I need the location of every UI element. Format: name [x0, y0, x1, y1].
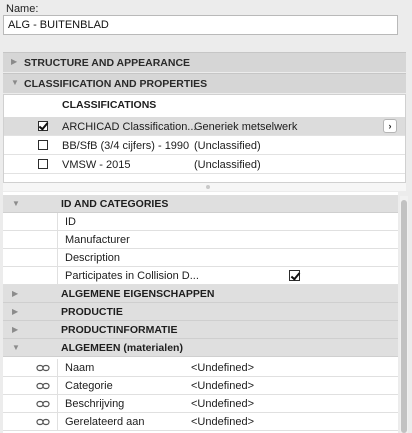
property-row[interactable]: [3, 267, 398, 285]
group-label: PRODUCTIE: [61, 306, 123, 318]
classification-row[interactable]: [4, 136, 405, 155]
property-row[interactable]: [3, 413, 398, 431]
property-label: Participates in Collision D...: [65, 270, 199, 282]
classification-name: VMSW - 2015: [62, 159, 131, 171]
property-group-algemeen-materialen[interactable]: [3, 339, 398, 357]
column-divider: [57, 359, 58, 377]
classification-row[interactable]: [4, 117, 405, 136]
classification-value: (Unclassified): [194, 159, 261, 171]
property-group-algemene-eigenschappen[interactable]: [3, 285, 398, 303]
group-label: ALGEMEEN (materialen): [61, 342, 183, 354]
section-label: CLASSIFICATION AND PROPERTIES: [24, 78, 208, 90]
group-label: ALGEMENE EIGENSCHAPPEN: [61, 288, 215, 300]
classification-checkbox[interactable]: [38, 121, 48, 131]
classification-checkbox[interactable]: [38, 159, 48, 169]
property-label: Gerelateerd aan: [65, 416, 145, 428]
column-divider: [57, 267, 58, 285]
group-label: ID AND CATEGORIES: [61, 198, 169, 210]
property-value[interactable]: <Undefined>: [191, 380, 254, 392]
column-divider: [57, 231, 58, 249]
group-label: PRODUCTINFORMATIE: [61, 324, 178, 336]
triangle-down-icon: ▼: [12, 343, 20, 352]
collision-detection-checkbox[interactable]: [289, 270, 300, 281]
classification-name: BB/SfB (3/4 cijfers) - 1990: [62, 140, 190, 152]
property-row[interactable]: [3, 249, 398, 267]
classification-name: ARCHICAD Classification...: [62, 121, 197, 133]
property-row[interactable]: [3, 231, 398, 249]
classification-value: Generiek metselwerk: [194, 121, 298, 133]
property-group-id-categories[interactable]: [3, 195, 398, 213]
section-classification-properties[interactable]: [3, 73, 406, 93]
classification-row[interactable]: [4, 155, 405, 174]
link-icon: [36, 381, 50, 391]
triangle-right-icon: ▶: [11, 57, 18, 66]
property-label: Beschrijving: [65, 398, 125, 410]
triangle-down-icon: ▼: [12, 199, 20, 208]
triangle-right-icon: ▶: [12, 325, 19, 334]
column-divider: [57, 249, 58, 267]
link-icon: [36, 363, 50, 373]
property-label: Description: [65, 252, 121, 264]
property-value[interactable]: <Undefined>: [191, 362, 254, 374]
property-value[interactable]: <Undefined>: [191, 416, 254, 428]
splitter-handle-icon[interactable]: [206, 185, 210, 189]
property-row[interactable]: [3, 377, 398, 395]
triangle-down-icon: ▼: [11, 78, 19, 87]
name-input[interactable]: ALG - BUITENBLAD: [3, 15, 398, 35]
scrollbar-thumb[interactable]: [401, 200, 407, 433]
triangle-right-icon: ▶: [12, 307, 19, 316]
property-row[interactable]: [3, 359, 398, 377]
link-icon: [36, 399, 50, 409]
property-label: Manufacturer: [65, 234, 130, 246]
column-divider: [57, 395, 58, 413]
property-row[interactable]: [3, 213, 398, 231]
column-divider: [57, 413, 58, 431]
column-divider: [57, 377, 58, 395]
property-label: Categorie: [65, 380, 113, 392]
classifications-header: CLASSIFICATIONS: [62, 99, 157, 111]
classifications-panel: [3, 94, 406, 183]
property-row[interactable]: [3, 395, 398, 413]
chevron-right-icon[interactable]: ›: [383, 119, 397, 133]
property-group-productie[interactable]: [3, 303, 398, 321]
property-label: ID: [65, 216, 76, 228]
triangle-right-icon: ▶: [12, 289, 19, 298]
section-label: STRUCTURE AND APPEARANCE: [24, 57, 191, 69]
name-label: Name:: [6, 3, 39, 15]
property-label: Naam: [65, 362, 95, 374]
classification-checkbox[interactable]: [38, 140, 48, 150]
panel-splitter[interactable]: [3, 183, 406, 191]
property-group-productinformatie[interactable]: [3, 321, 398, 339]
property-value[interactable]: <Undefined>: [191, 398, 254, 410]
section-structure-appearance[interactable]: [3, 52, 406, 72]
properties-scrollbar[interactable]: [400, 196, 408, 433]
link-icon: [36, 417, 50, 427]
classification-value: (Unclassified): [194, 140, 261, 152]
column-divider: [57, 213, 58, 231]
properties-panel: [3, 192, 398, 433]
